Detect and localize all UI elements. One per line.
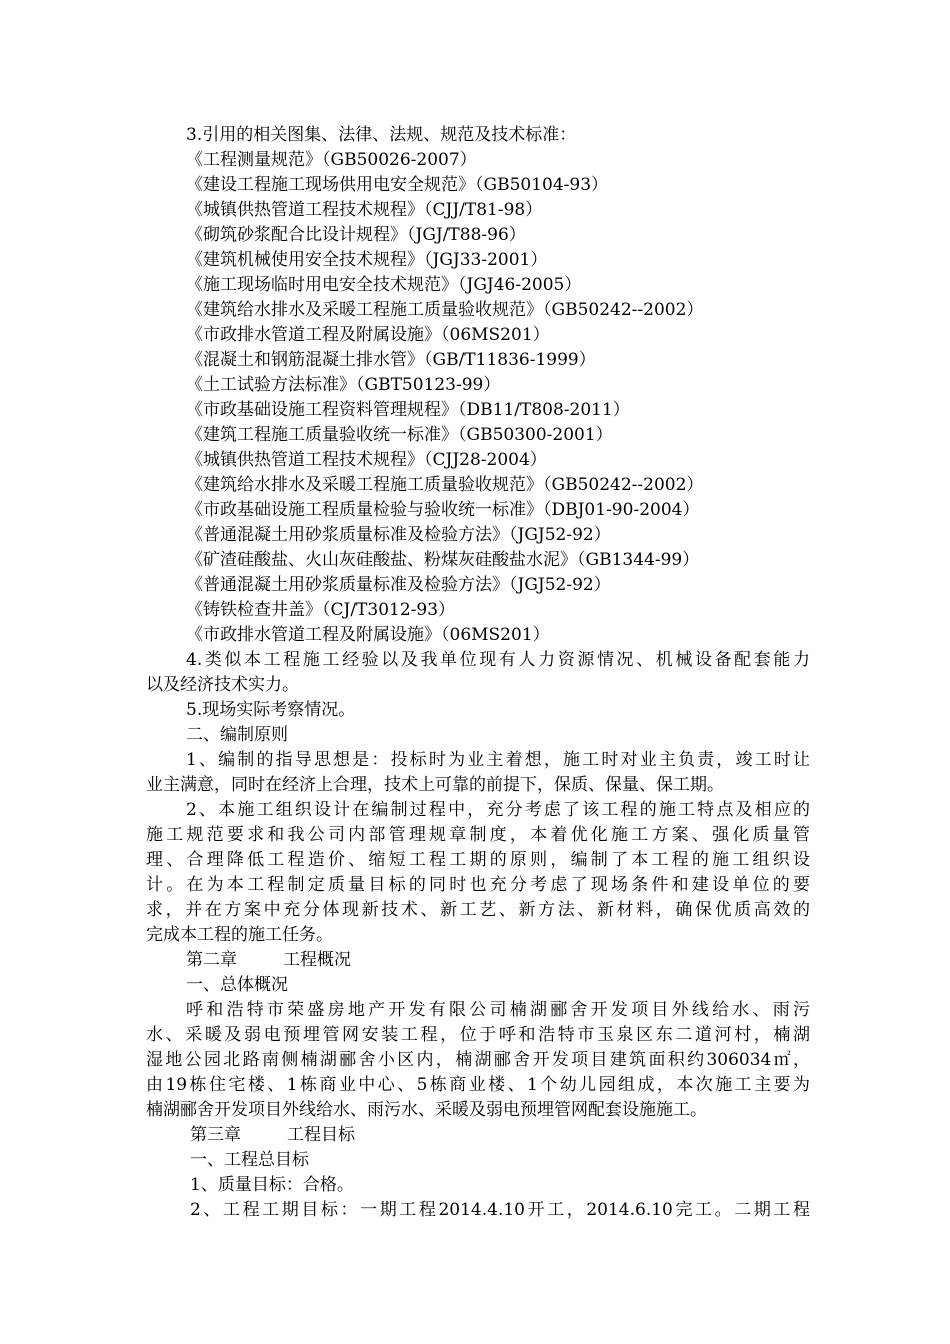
reference-item: 《混凝土和钢筋混凝土排水管》（GB/T11836-1999） [186,350,596,370]
paragraph-line: 完成本工程的施工任务。 [146,925,333,945]
reference-item: 《铸铁检查井盖》（CJ/T3012-93） [186,600,456,620]
paragraph-line: 2、本施工组织设计在编制过程中，充分考虑了该工程的施工特点及相应的 [186,800,810,820]
paragraph-line: 楠湖郦舍开发项目外线给水、雨污水、采暖及弱电预埋管网配套设施施工。 [146,1100,707,1120]
reference-item: 《建筑给水排水及采暖工程施工质量验收规范》（GB50242--2002） [186,300,704,320]
reference-list [146,148,810,648]
reference-item: 《矿渣硅酸盐、火山灰硅酸盐、粉煤灰硅酸盐水泥》（GB1344-99） [186,550,700,570]
reference-item: 《土工试验方法标准》（GBT50123-99） [186,375,501,395]
section-heading-principles: 二、编制原则 [186,725,288,745]
chapter-3-heading [146,1123,810,1148]
chapter-title: 工程目标 [287,1125,355,1145]
paragraph-line: 呼和浩特市荣盛房地产开发有限公司楠湖郦舍开发项目外线给水、雨污 [186,1000,810,1020]
goal-1-paragraph: 1、质量目标：合格。 [190,1175,354,1195]
overview-paragraph [146,998,810,1123]
paragraph-line: 1、编制的指导思想是：投标时为业主着想，施工时对业主负责，竣工时让 [186,750,810,770]
reference-item: 《建筑给水排水及采暖工程施工质量验收规范》（GB50242--2002） [186,475,704,495]
principle-1-paragraph [146,748,810,798]
paragraph-line: 4.类似本工程施工经验以及我单位现有人力资源情况、机械设备配套能力 [186,650,810,670]
reference-item: 《市政排水管道工程及附属设施》（06MS201） [186,625,550,645]
reference-item: 《城镇供热管道工程技术规程》（CJJ28-2004） [186,450,547,470]
reference-item: 《市政基础设施工程质量检验与验收统一标准》（DBJ01-90-2004） [186,500,700,520]
references-heading: 3.引用的相关图集、法律、法规、规范及技术标准： [186,125,577,145]
item-4-paragraph [146,648,810,698]
reference-item: 《建筑工程施工质量验收统一标准》（GB50300-2001） [186,425,613,445]
reference-item: 《建筑机械使用安全技术规程》（JGJ33-2001） [186,250,548,270]
reference-item: 《普通混凝土用砂浆质量标准及检验方法》（JGJ52-92） [186,525,611,545]
goal-2-paragraph: 2、工程工期目标：一期工程2014.4.10开工，2014.6.10完工。二期工程 [190,1200,810,1220]
reference-item: 《建设工程施工现场供用电安全规范》（GB50104-93） [186,175,609,195]
chapter-number: 第三章 [190,1125,241,1145]
section-heading-goals: 一、工程总目标 [190,1150,309,1170]
reference-item: 《市政基础设施工程资料管理规程》（DB11/T808-2011） [186,400,630,420]
paragraph-line: 理、合理降低工程造价、缩短工程工期的原则，编制了本工程的施工组织设 [146,850,810,870]
paragraph-line: 由19栋住宅楼、1栋商业中心、5栋商业楼、1个幼儿园组成，本次施工主要为 [146,1075,810,1095]
paragraph-line: 湿地公园北路南侧楠湖郦舍小区内，楠湖郦舍开发项目建筑面积约306034㎡， [146,1050,810,1070]
paragraph-line: 求，并在方案中充分体现新技术、新工艺、新方法、新材料，确保优质高效的 [146,900,810,920]
chapter-number: 第二章 [186,950,237,970]
paragraph-line: 以及经济技术实力。 [146,675,299,695]
section-heading-overview: 一、总体概况 [186,975,288,995]
paragraph-line: 计。在为本工程制定质量目标的同时也充分考虑了现场条件和建设单位的要 [146,875,810,895]
item-5-paragraph: 5.现场实际考察情况。 [186,700,356,720]
paragraph-line: 业主满意，同时在经济上合理，技术上可靠的前提下，保质、保量、保工期。 [146,775,724,795]
reference-item: 《市政排水管道工程及附属设施》（06MS201） [186,325,550,345]
reference-item: 《普通混凝土用砂浆质量标准及检验方法》（JGJ52-92） [186,575,611,595]
paragraph-line: 水、采暖及弱电预埋管网安装工程，位于呼和浩特市玉泉区东二道河村，楠湖 [146,1025,810,1045]
paragraph-line: 施工规范要求和我公司内部管理规章制度，本着优化施工方案、强化质量管 [146,825,810,845]
reference-item: 《城镇供热管道工程技术规程》（CJJ/T81-98） [186,200,543,220]
principle-2-paragraph [146,798,810,948]
reference-item: 《施工现场临时用电安全技术规范》（JGJ46-2005） [186,275,582,295]
reference-item: 《砌筑砂浆配合比设计规程》（JGJ/T88-96） [186,225,526,245]
reference-item: 《工程测量规范》（GB50026-2007） [186,150,477,170]
chapter-2-heading [146,948,810,973]
chapter-title: 工程概况 [283,950,351,970]
